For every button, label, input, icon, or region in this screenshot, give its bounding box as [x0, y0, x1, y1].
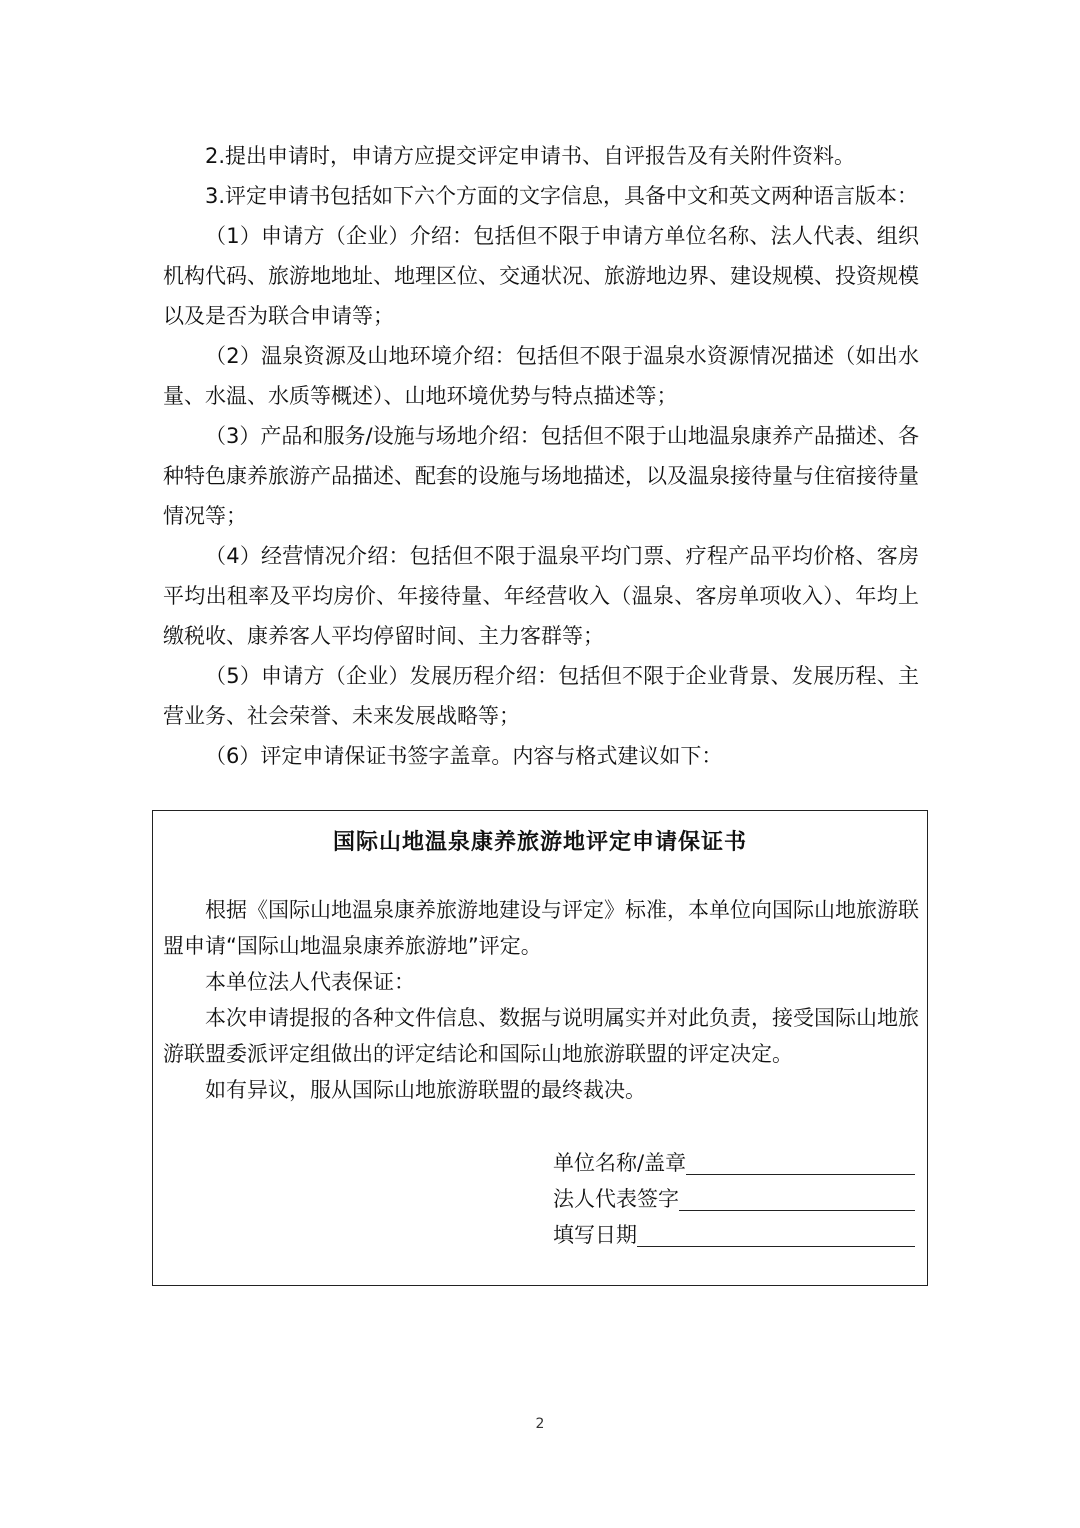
guarantee-letter-title: 国际山地温泉康养旅游地评定申请保证书 [332, 829, 747, 855]
legal-signature-label: 法人代表签字 [553, 1187, 679, 1211]
paragraph-item-2: （2）温泉资源及山地环境介绍：包括但不限于温泉水资源情况描述（如出水量、水温、水质等概述）、山地环境优势与特点描述等； [163, 344, 919, 408]
unit-name-label: 单位名称/盖章 [553, 1151, 687, 1175]
signature-row-date [553, 1217, 915, 1253]
fill-date-label: 填写日期 [553, 1223, 637, 1247]
guarantee-letter-box [152, 810, 928, 1286]
paragraph-item-1: （1）申请方（企业）介绍：包括但不限于申请方单位名称、法人代表、组织机构代码、旅游地地址、地理区位、交通状况、旅游地边界、建设规模、投资规模以及是否为联合申请等； [163, 224, 919, 328]
page-number: 2 [535, 1416, 545, 1432]
legal-signature-blank[interactable] [679, 1184, 915, 1211]
paragraph-item-4: （4）经营情况介绍：包括但不限于温泉平均门票、疗程产品平均价格、客房平均出租率及平均房价、年接待量、年经营收入（温泉、客房单项收入）、年均上缴税收、康养客人平均停留时间、主力客群等； [163, 544, 919, 648]
paragraph-item-6: （6）评定申请保证书签字盖章。内容与格式建议如下： [205, 744, 723, 768]
guarantee-paragraph-commitment: 本次申请提报的各种文件信息、数据与说明属实并对此负责，接受国际山地旅游联盟委派评定组做出的评定结论和国际山地旅游联盟的评定决定。 [163, 1006, 919, 1066]
paragraph-submission: 2.提出申请时，申请方应提交评定申请书、自评报告及有关附件资料。 [205, 144, 856, 168]
guarantee-paragraph-legal-rep: 本单位法人代表保证： [205, 970, 415, 994]
paragraph-application-content: 3.评定申请书包括如下六个方面的文字信息，具备中文和英文两种语言版本： [205, 184, 919, 208]
guarantee-paragraph-standard: 根据《国际山地温泉康养旅游地建设与评定》标准，本单位向国际山地旅游联盟申请“国际山地温泉康养旅游地”评定。 [163, 898, 919, 958]
guarantee-paragraph-objection: 如有异议，服从国际山地旅游联盟的最终裁决。 [205, 1078, 646, 1102]
fill-date-blank[interactable] [637, 1220, 915, 1247]
unit-name-blank[interactable] [686, 1148, 915, 1175]
paragraph-item-5: （5）申请方（企业）发展历程介绍：包括但不限于企业背景、发展历程、主营业务、社会荣誉、未来发展战略等； [163, 664, 919, 728]
signature-row-legal [553, 1181, 915, 1217]
signature-row-unit [553, 1145, 915, 1181]
paragraph-item-3: （3）产品和服务/设施与场地介绍：包括但不限于山地温泉康养产品描述、各种特色康养旅游产品描述、配套的设施与场地描述，以及温泉接待量与住宿接待量情况等； [163, 424, 919, 528]
